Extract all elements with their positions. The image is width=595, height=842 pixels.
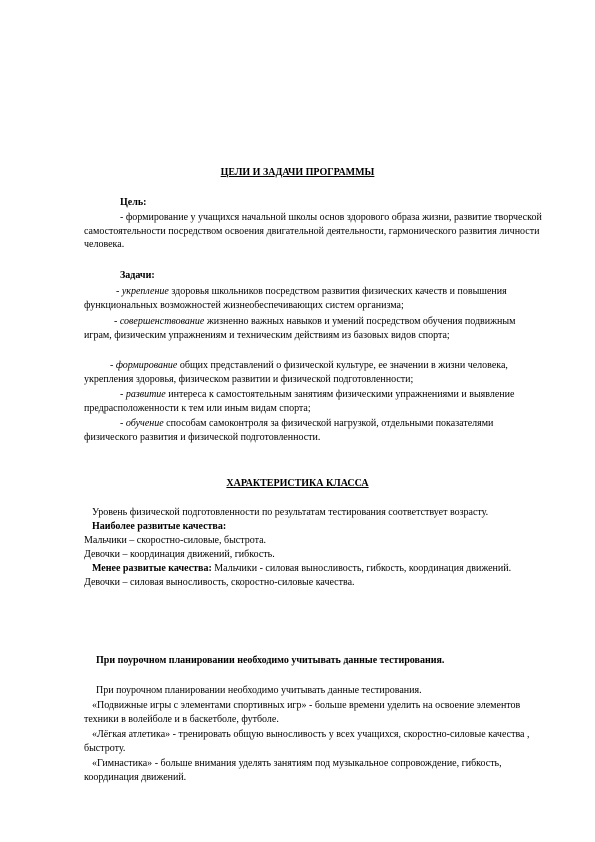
task-prefix: - — [120, 418, 126, 429]
heading-class: ХАРАКТЕРИСТИКА КЛАССА — [226, 478, 369, 489]
section-note — [84, 757, 554, 786]
section-name: «Гимнастика» — [92, 757, 153, 769]
girls-best: Девочки – координация движений, гибкость. — [84, 549, 275, 560]
task-item — [84, 315, 544, 342]
task-term: формирование — [115, 360, 178, 371]
planning-notes — [84, 684, 554, 786]
section-note — [84, 728, 554, 757]
task-term: укрепление — [121, 286, 169, 297]
section-note — [84, 699, 554, 728]
task-text: здоровья школьников посредством развития физических качеств и повышения функциональных возможностей жизнеобеспечивающих систем организма; — [84, 286, 507, 311]
section-name: «Лёгкая атлетика» — [92, 728, 171, 740]
tasks-label: Задачи: — [120, 270, 155, 281]
planning-bold: При поурочном планировании необходимо учитывать данные тестирования. — [96, 655, 445, 666]
task-text: общих представлений о физической культуре, ее значении в жизни человека, укрепления здоровья, физическом развитии и физической подготовленности; — [84, 360, 508, 385]
heading-goals: ЦЕЛИ И ЗАДАЧИ ПРОГРАММЫ — [220, 167, 375, 178]
goal-label: Цель: — [120, 197, 147, 208]
girls-less: Девочки – силовая выносливость, скоростно-силовые качества. — [84, 577, 355, 588]
task-term: развитие — [125, 389, 166, 400]
task-prefix: - — [120, 389, 126, 400]
task-prefix: - — [114, 316, 120, 327]
boys-best: Мальчики – скоростно-силовые, быстрота. — [84, 535, 267, 546]
task-item — [84, 359, 544, 386]
section-text: - больше внимания уделять занятиям под музыкальное сопровождение, гибкость, координация движений. — [84, 757, 502, 783]
best-label: Наиболее развитые качества: — [92, 521, 227, 532]
task-item — [84, 417, 544, 444]
task-term: обучение — [125, 418, 164, 429]
less-label: Менее развитые качества: — [92, 563, 212, 574]
less-developed — [84, 562, 544, 576]
boys-less: Мальчики - силовая выносливость, гибкость, координация движений. — [211, 563, 512, 574]
task-item — [84, 285, 544, 312]
section-text: - больше времени уделить на освоение элементов техники в волейболе и в баскетболе, футболе. — [84, 699, 521, 725]
planning-plain: При поурочном планировании необходимо учитывать данные тестирования. — [96, 685, 422, 696]
section-name: «Подвижные игры с элементами спортивных игр» — [92, 699, 307, 711]
class-characteristics — [84, 506, 544, 590]
task-text: интереса к самостоятельным занятиям физическими упражнениями и выявление предрасположенности к тем или иным видам спорта; — [84, 389, 515, 414]
section-text: - тренировать общую выносливость у всех учащихся, скоростно-силовые качества , быстроту. — [84, 728, 530, 754]
task-text: способам самоконтроля за физической нагрузкой, отдельными показателями физического развития и физической подготовленности. — [84, 418, 494, 443]
goal-text: - формирование у учащихся начальной школы основ здорового образа жизни, развитие творческой самостоятельности посредством освоения двигательной деятельности, гармонического развития личности человека. — [84, 212, 542, 250]
task-term: совершенствование — [119, 316, 205, 327]
task-item — [84, 388, 544, 415]
class-intro: Уровень физической подготовленности по результатам тестирования соответствует возрасту. — [92, 507, 489, 518]
task-text: жизненно важных навыков и умений посредством обучения подвижным играм, физическим упражнениям и техническим действиям из базовых видов спорта; — [84, 316, 516, 341]
task-prefix: - — [116, 286, 122, 297]
task-prefix: - — [110, 360, 116, 371]
